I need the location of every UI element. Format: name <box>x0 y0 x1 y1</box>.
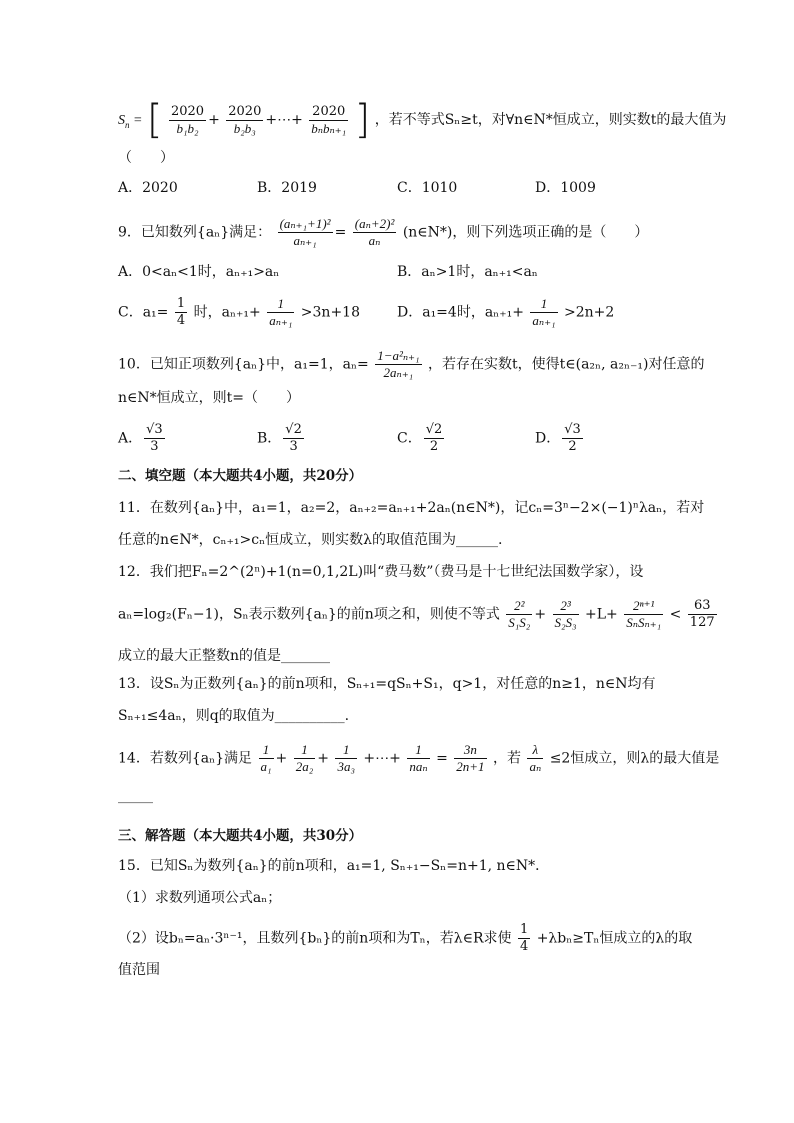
q12-line2-a: aₙ=log₂(Fₙ−1)，Sₙ表示数列{aₙ}的前n项之和，则使不等式 <box>118 606 500 623</box>
q8-frac2: $\frac{2020}{\text{b₂b₃}}$ <box>228 103 262 136</box>
q14-stem-c: ≤2恒成立，则λ的最大值是 <box>549 750 720 767</box>
q10-option-b: B． $\frac{√2}{3}$ <box>257 422 302 454</box>
q10-stem-a: 10．已知正项数列{aₙ}中，a₁=1，aₙ= <box>118 356 369 373</box>
left-bracket: [ <box>146 97 163 143</box>
q9-stem-b: (n∈N*)，则下列选项正确的是（ ） <box>402 224 649 241</box>
q10-d-frac: $\frac{√3}{2}$ <box>564 422 581 454</box>
q14-stem-a: 14．若数列{aₙ}满足 <box>118 750 253 767</box>
q9-frac2: $\frac{\text{(aₙ+2)²}}{\text{aₙ}}$ <box>354 216 395 248</box>
q12-line3: 成立的最大正整数n的值是_______ <box>118 648 331 664</box>
q10-option-a: A． $\frac{√3}{3}$ <box>118 422 163 454</box>
q11-line2: 任意的n∈N*，cₙ₊₁>cₙ恒成立，则实数λ的取值范围为______. <box>118 532 503 548</box>
q14-term2: $\frac{1}{\text{2a₂}}$ <box>295 742 314 774</box>
q12-line2: aₙ=log₂(Fₙ−1)，Sₙ表示数列{aₙ}的前n项之和，则使不等式 $\frac{\text{2²}}{\text{S₁S₂}}$ + $\frac{\text{2³}}{\text{S₂S₃}}$ +L+ $\frac{\text{2ⁿ⁺¹}}{\text{SₙSₙ₊₁}}$ < $\frac{63}{127}$ <box>118 598 715 630</box>
q14-stem-b: ，若 <box>493 750 521 767</box>
q12-frac4: $\frac{63}{127}$ <box>689 598 715 630</box>
q8-paren: （ ） <box>118 150 174 166</box>
q8-formula-line: $S_n$ = [ $\frac{2020}{\text{b₁b₂}}$ + $\frac{2020}{\text{b₂b₃}}$ +⋯+ $\frac{2020}{\text{bₙbₙ₊₁}}$ ] ，若不等式Sₙ≥t，对∀n∈N*恒成立，则实数t的最大值为 <box>118 97 727 143</box>
q10-a-frac: $\frac{√3}{3}$ <box>146 422 163 454</box>
q15-line2: （1）求数列通项公式aₙ； <box>118 890 282 906</box>
s-n: $S_n$ = <box>118 113 143 130</box>
q15-line3 <box>118 922 692 955</box>
q9-c-frac2: $\frac{1}{\text{aₙ₊₁}}$ <box>269 296 293 328</box>
q12-frac2: $\frac{\text{2³}}{\text{S₂S₃}}$ <box>554 598 577 630</box>
q9-option-b: B．aₙ>1时，aₙ₊₁<aₙ <box>397 264 538 280</box>
q12-line1: 12．我们把Fₙ=2^(2ⁿ)+1(n=0,1,2L)叫“费马数”（费马是十七世纪法国数学家），设 <box>118 564 644 580</box>
q10-option-c: C． $\frac{√2}{2}$ <box>397 422 443 454</box>
q8-frac3: $\frac{2020}{\text{bₙbₙ₊₁}}$ <box>311 103 347 136</box>
q10-frac: $\frac{\text{1−a²ₙ₊₁}}{\text{2aₙ₊₁}}$ <box>377 348 420 380</box>
q15-frac: $\frac{1}{4}$ <box>519 922 529 954</box>
q14-blank: _____ <box>118 788 153 804</box>
q8-option-d: D．1009 <box>535 180 596 196</box>
q10-stem-c: n∈N*恒成立，则t=（ ） <box>118 390 300 406</box>
section-3-heading: 三、解答题（本大题共4小题，共30分） <box>118 828 363 844</box>
q14-line: 14．若数列{aₙ}满足 $\frac{1}{\text{a₁}}$ + $\frac{1}{\text{2a₂}}$ + $\frac{1}{\text{3a₃}}$ +⋯+ $\frac{1}{\text{naₙ}}$ = $\frac{3n}{2n+1}$ ，若 $\frac{\lambda}{\text{aₙ}}$ ≤2恒成立，则λ的最大值是 <box>118 742 720 774</box>
q14-eq: = <box>436 750 448 767</box>
q15-line1: 15．已知Sₙ为数列{aₙ}的前n项和，a₁=1, Sₙ₊₁−Sₙ=n+1, n∈N*． <box>118 858 550 874</box>
q8-option-a: A．2020 <box>118 180 178 196</box>
q10-option-d: D． $\frac{√3}{2}$ <box>535 422 581 454</box>
q10-stem-b: ，若存在实数t，使得t∈(a₂ₙ, a₂ₙ₋₁)对任意的 <box>428 356 705 373</box>
q14-term3: $\frac{1}{\text{3a₃}}$ <box>337 742 355 774</box>
q8-tail: ，若不等式Sₙ≥t，对∀n∈N*恒成立，则实数t的最大值为 <box>374 112 727 128</box>
q11-line1: 11．在数列{aₙ}中，a₁=1，a₂=2，aₙ₊₂=aₙ₊₁+2aₙ(n∈N*)，记cₙ=3ⁿ−2×(−1)ⁿλaₙ，若对 <box>118 500 705 516</box>
q9-stem: 9．已知数列{aₙ}满足： $\frac{\text{(aₙ₊₁+1)²}}{\text{aₙ₊₁}}$ = $\frac{\text{(aₙ+2)²}}{\text{aₙ}}$ (n∈N*)，则下列选项正确的是（ ） <box>118 216 649 248</box>
q14-term4: $\frac{1}{\text{naₙ}}$ <box>409 742 428 774</box>
q8-frac1: $\frac{2020}{\text{b₁b₂}}$ <box>170 103 205 136</box>
q9-stem-a: 9．已知数列{aₙ}满足： <box>118 224 272 241</box>
q13-line2: Sₙ₊₁≤4aₙ，则q的取值为__________. <box>118 708 350 724</box>
q12-frac1: $\frac{\text{2²}}{\text{S₁S₂}}$ <box>508 598 531 630</box>
q8-option-c: C．1010 <box>397 180 458 196</box>
q9-option-c: C．a₁= $\frac{1}{4}$ 时，aₙ₊₁+ $\frac{1}{\text{aₙ₊₁}}$ >3n+18 <box>118 296 360 328</box>
q14-dots: +⋯+ <box>363 750 401 767</box>
q15-line4: 值范围 <box>118 962 160 978</box>
q13-line1: 13．设Sₙ为正数列{aₙ}的前n项和，Sₙ₊₁=qSₙ+S₁，q>1，对任意的n≥1，n∈N均有 <box>118 676 656 692</box>
q12-frac3: $\frac{\text{2ⁿ⁺¹}}{\text{SₙSₙ₊₁}}$ <box>626 598 662 630</box>
q10-b-frac: $\frac{√2}{3}$ <box>285 422 302 454</box>
section-2-heading: 二、填空题（本大题共4小题，共20分） <box>118 468 363 484</box>
q9-option-a: A．0<aₙ<1时，aₙ₊₁>aₙ <box>118 264 280 280</box>
q12-lt: < <box>669 606 682 623</box>
q15-line3-b: +λbₙ≥Tₙ恒成立的λ的取 <box>536 930 693 947</box>
q14-term1: $\frac{1}{\text{a₁}}$ <box>260 742 272 774</box>
q9-c-frac: $\frac{1}{4}$ <box>176 296 186 328</box>
q14-lambda-frac: $\frac{\lambda}{\text{aₙ}}$ <box>529 742 542 774</box>
q14-rhs: $\frac{3n}{2n+1}$ <box>456 742 485 774</box>
q9-d-frac: $\frac{1}{\text{aₙ₊₁}}$ <box>532 296 556 328</box>
q10-c-frac: $\frac{√2}{2}$ <box>425 422 443 454</box>
q10-stem <box>118 348 704 381</box>
right-bracket: ] <box>354 97 371 143</box>
q15-line3-a: （2）设bₙ=aₙ·3ⁿ⁻¹，且数列{bₙ}的前n项和为Tₙ，若λ∈R求使 <box>118 930 512 947</box>
q12-mid: +L+ <box>585 606 618 623</box>
q9-option-d: D．a₁=4时，aₙ₊₁+ $\frac{1}{\text{aₙ₊₁}}$ >2n+2 <box>397 296 615 328</box>
q8-option-b: B．2019 <box>257 180 317 196</box>
q9-frac1: $\frac{\text{(aₙ₊₁+1)²}}{\text{aₙ₊₁}}$ <box>279 216 331 248</box>
